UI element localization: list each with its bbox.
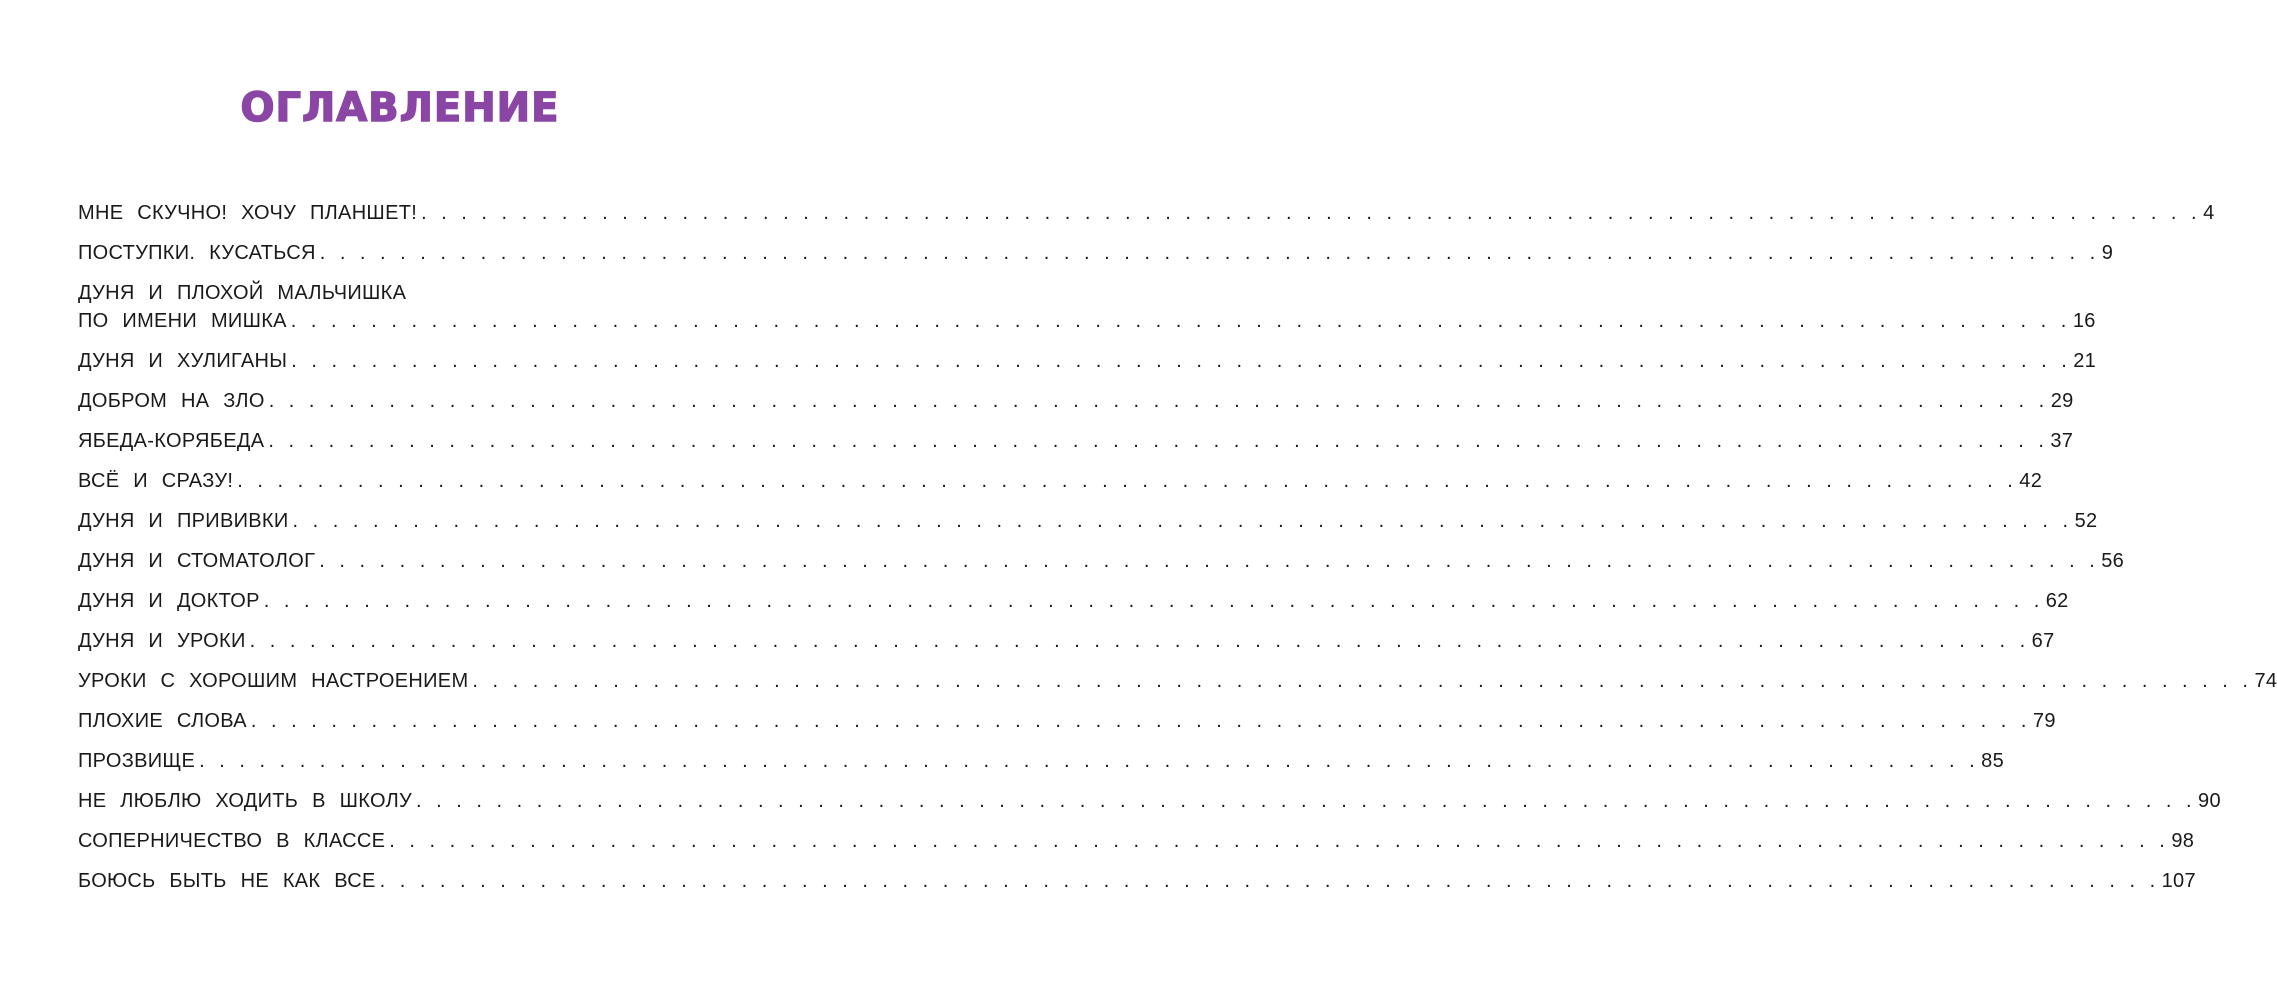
toc-entry-page: 21 <box>2073 350 2097 372</box>
toc-entry-page: 67 <box>2031 630 2055 652</box>
toc-entry-line <box>78 786 2221 816</box>
toc-entry-title: ДУНЯ И ПРИВИВКИ <box>78 510 289 532</box>
table-of-contents <box>78 198 2277 896</box>
toc-entry-line <box>78 586 2069 616</box>
dot-leader: . . . . . . . . . . . . . . . . . . . . . . . . . . . . . . . . . . . . . . . . . . . . . . . . . . . . . . . . . . . . . . . . . . . . . . . . . . . . . . . . . . . . . . . . . <box>416 790 2197 812</box>
dot-leader: . . . . . . . . . . . . . . . . . . . . . . . . . . . . . . . . . . . . . . . . . . . . . . . . . . . . . . . . . . . . . . . . . . . . . . . . . . . . . . . . . . . . . . . . . <box>379 870 2160 892</box>
toc-entry-title: МНЕ СКУЧНО! ХОЧУ ПЛАНШЕТ! <box>78 202 418 224</box>
toc-entry-title: БОЮСЬ БЫТЬ НЕ КАК ВСЕ <box>78 870 376 892</box>
dot-leader: . . . . . . . . . . . . . . . . . . . . . . . . . . . . . . . . . . . . . . . . . . . . . . . . . . . . . . . . . . . . . . . . . . . . . . . . . . . . . . . . . . . . . . . . . <box>421 202 2202 224</box>
dot-leader: . . . . . . . . . . . . . . . . . . . . . . . . . . . . . . . . . . . . . . . . . . . . . . . . . . . . . . . . . . . . . . . . . . . . . . . . . . . . . . . . . . . . . . . . . <box>319 550 2100 572</box>
toc-entry[interactable] <box>78 426 2074 456</box>
dot-leader: . . . . . . . . . . . . . . . . . . . . . . . . . . . . . . . . . . . . . . . . . . . . . . . . . . . . . . . . . . . . . . . . . . . . . . . . . . . . . . . . . . . . . . . . . <box>319 242 2100 264</box>
toc-entry-line <box>78 706 2056 736</box>
toc-entry[interactable] <box>78 866 2196 896</box>
dot-leader: . . . . . . . . . . . . . . . . . . . . . . . . . . . . . . . . . . . . . . . . . . . . . . . . . . . . . . . . . . . . . . . . . . . . . . . . . . . . . . . . . . . . . . . . . <box>292 510 2073 532</box>
dot-leader: . . . . . . . . . . . . . . . . . . . . . . . . . . . . . . . . . . . . . . . . . . . . . . . . . . . . . . . . . . . . . . . . . . . . . . . . . . . . . . . . . . . . . . . . . <box>389 830 2170 852</box>
toc-entry-line <box>78 546 2125 576</box>
toc-entry[interactable] <box>78 506 2098 536</box>
toc-entry[interactable] <box>78 546 2125 576</box>
toc-entry-title: УРОКИ С ХОРОШИМ НАСТРОЕНИЕМ <box>78 670 469 692</box>
toc-entry-line <box>78 346 2097 376</box>
dot-leader: . . . . . . . . . . . . . . . . . . . . . . . . . . . . . . . . . . . . . . . . . . . . . . . . . . . . . . . . . . . . . . . . . . . . . . . . . . . . . . . . . . . . . . . . . <box>268 430 2049 452</box>
toc-entry-page: 52 <box>2074 510 2098 532</box>
toc-entry-title: НЕ ЛЮБЛЮ ХОДИТЬ В ШКОЛУ <box>78 790 413 812</box>
dot-leader: . . . . . . . . . . . . . . . . . . . . . . . . . . . . . . . . . . . . . . . . . . . . . . . . . . . . . . . . . . . . . . . . . . . . . . . . . . . . . . . . . . . . . . . . . <box>249 630 2030 652</box>
toc-entry-title: ДОБРОМ НА ЗЛО <box>78 390 265 412</box>
toc-entry-title: ПЛОХИЕ СЛОВА <box>78 710 247 732</box>
toc-entry-page: 85 <box>1981 750 2005 772</box>
toc-entry-page: 90 <box>2198 790 2221 812</box>
toc-entry[interactable] <box>78 466 2043 496</box>
toc-entry-title: ПРОЗВИЩЕ <box>78 750 196 772</box>
dot-leader: . . . . . . . . . . . . . . . . . . . . . . . . . . . . . . . . . . . . . . . . . . . . . . . . . . . . . . . . . . . . . . . . . . . . . . . . . . . . . . . . . . . . . . . . . <box>291 350 2072 372</box>
toc-entry[interactable] <box>78 238 2114 268</box>
dot-leader: . . . . . . . . . . . . . . . . . . . . . . . . . . . . . . . . . . . . . . . . . . . . . . . . . . . . . . . . . . . . . . . . . . . . . . . . . . . . . . . . . . . . . . . . . <box>263 590 2044 612</box>
toc-entry-line <box>78 626 2055 656</box>
toc-entry-page: 37 <box>2050 430 2074 452</box>
toc-entry[interactable] <box>78 706 2056 736</box>
toc-entry-line <box>78 746 2005 776</box>
toc-entry-title: ДУНЯ И УРОКИ <box>78 630 246 652</box>
toc-entry-line <box>78 386 2074 416</box>
toc-entry-page: 98 <box>2171 830 2195 852</box>
toc-entry[interactable] <box>78 626 2055 656</box>
toc-entry[interactable] <box>78 386 2074 416</box>
toc-entry[interactable] <box>78 786 2221 816</box>
toc-entry[interactable] <box>78 666 2277 696</box>
toc-entry-title: ВСЁ И СРАЗУ! <box>78 470 234 492</box>
toc-entry-page: 56 <box>2101 550 2125 572</box>
toc-entry-title: ДУНЯ И ХУЛИГАНЫ <box>78 350 288 372</box>
toc-entry-page: 4 <box>2203 202 2215 224</box>
toc-entry-line <box>78 306 2096 336</box>
toc-entry-line <box>78 826 2195 856</box>
toc-entry[interactable] <box>78 346 2097 376</box>
toc-entry-page: 29 <box>2050 390 2074 412</box>
toc-entry-title-line1: ДУНЯ И ПЛОХОЙ МАЛЬЧИШКА <box>78 282 407 304</box>
dot-leader: . . . . . . . . . . . . . . . . . . . . . . . . . . . . . . . . . . . . . . . . . . . . . . . . . . . . . . . . . . . . . . . . . . . . . . . . . . . . . . . . . . . . . . . . . <box>237 470 2018 492</box>
page-title: ОГЛАВЛЕНИЕ <box>240 85 560 131</box>
toc-entry[interactable] <box>78 278 2096 336</box>
toc-entry-page: 9 <box>2101 242 2114 264</box>
toc-entry-title: ПОСТУПКИ. КУСАТЬСЯ <box>78 242 316 264</box>
dot-leader: . . . . . . . . . . . . . . . . . . . . . . . . . . . . . . . . . . . . . . . . . . . . . . . . . . . . . . . . . . . . . . . . . . . . . . . . . . . . . . . . . . . . . . . . . <box>250 710 2031 732</box>
toc-entry-line <box>78 466 2043 496</box>
toc-entry[interactable] <box>78 826 2195 856</box>
dot-leader: . . . . . . . . . . . . . . . . . . . . . . . . . . . . . . . . . . . . . . . . . . . . . . . . . . . . . . . . . . . . . . . . . . . . . . . . . . . . . . . . . . . . . . . . . <box>472 670 2253 692</box>
toc-entry-line <box>78 506 2098 536</box>
toc-entry-title: ЯБЕДА-КОРЯБЕДА <box>78 430 265 452</box>
toc-entry-page: 42 <box>2019 470 2043 492</box>
toc-entry-page: 79 <box>2032 710 2056 732</box>
toc-entry-line <box>78 866 2196 896</box>
toc-entry-line <box>78 426 2074 456</box>
dot-leader: . . . . . . . . . . . . . . . . . . . . . . . . . . . . . . . . . . . . . . . . . . . . . . . . . . . . . . . . . . . . . . . . . . . . . . . . . . . . . . . . . . . . . . . . . <box>199 750 1980 772</box>
dot-leader: . . . . . . . . . . . . . . . . . . . . . . . . . . . . . . . . . . . . . . . . . . . . . . . . . . . . . . . . . . . . . . . . . . . . . . . . . . . . . . . . . . . . . . . . . <box>268 390 2049 412</box>
toc-entry-line <box>78 198 2215 228</box>
toc-entry-title: ПО ИМЕНИ МИШКА <box>78 310 287 332</box>
toc-entry[interactable] <box>78 746 2005 776</box>
toc-entry-line <box>78 238 2114 268</box>
toc-entry-title: ДУНЯ И ДОКТОР <box>78 590 260 612</box>
toc-entry-page: 74 <box>2254 670 2277 692</box>
dot-leader: . . . . . . . . . . . . . . . . . . . . . . . . . . . . . . . . . . . . . . . . . . . . . . . . . . . . . . . . . . . . . . . . . . . . . . . . . . . . . . . . . . . . . . . . . <box>290 310 2071 332</box>
toc-entry-line <box>78 666 2277 696</box>
toc-entry[interactable] <box>78 586 2069 616</box>
toc-entry-page: 16 <box>2072 310 2096 332</box>
toc-entry-page: 107 <box>2161 870 2196 892</box>
toc-entry-page: 62 <box>2045 590 2069 612</box>
toc-entry-title: СОПЕРНИЧЕСТВО В КЛАССЕ <box>78 830 386 852</box>
toc-entry[interactable] <box>78 198 2215 228</box>
toc-entry-title: ДУНЯ И СТОМАТОЛОГ <box>78 550 316 572</box>
